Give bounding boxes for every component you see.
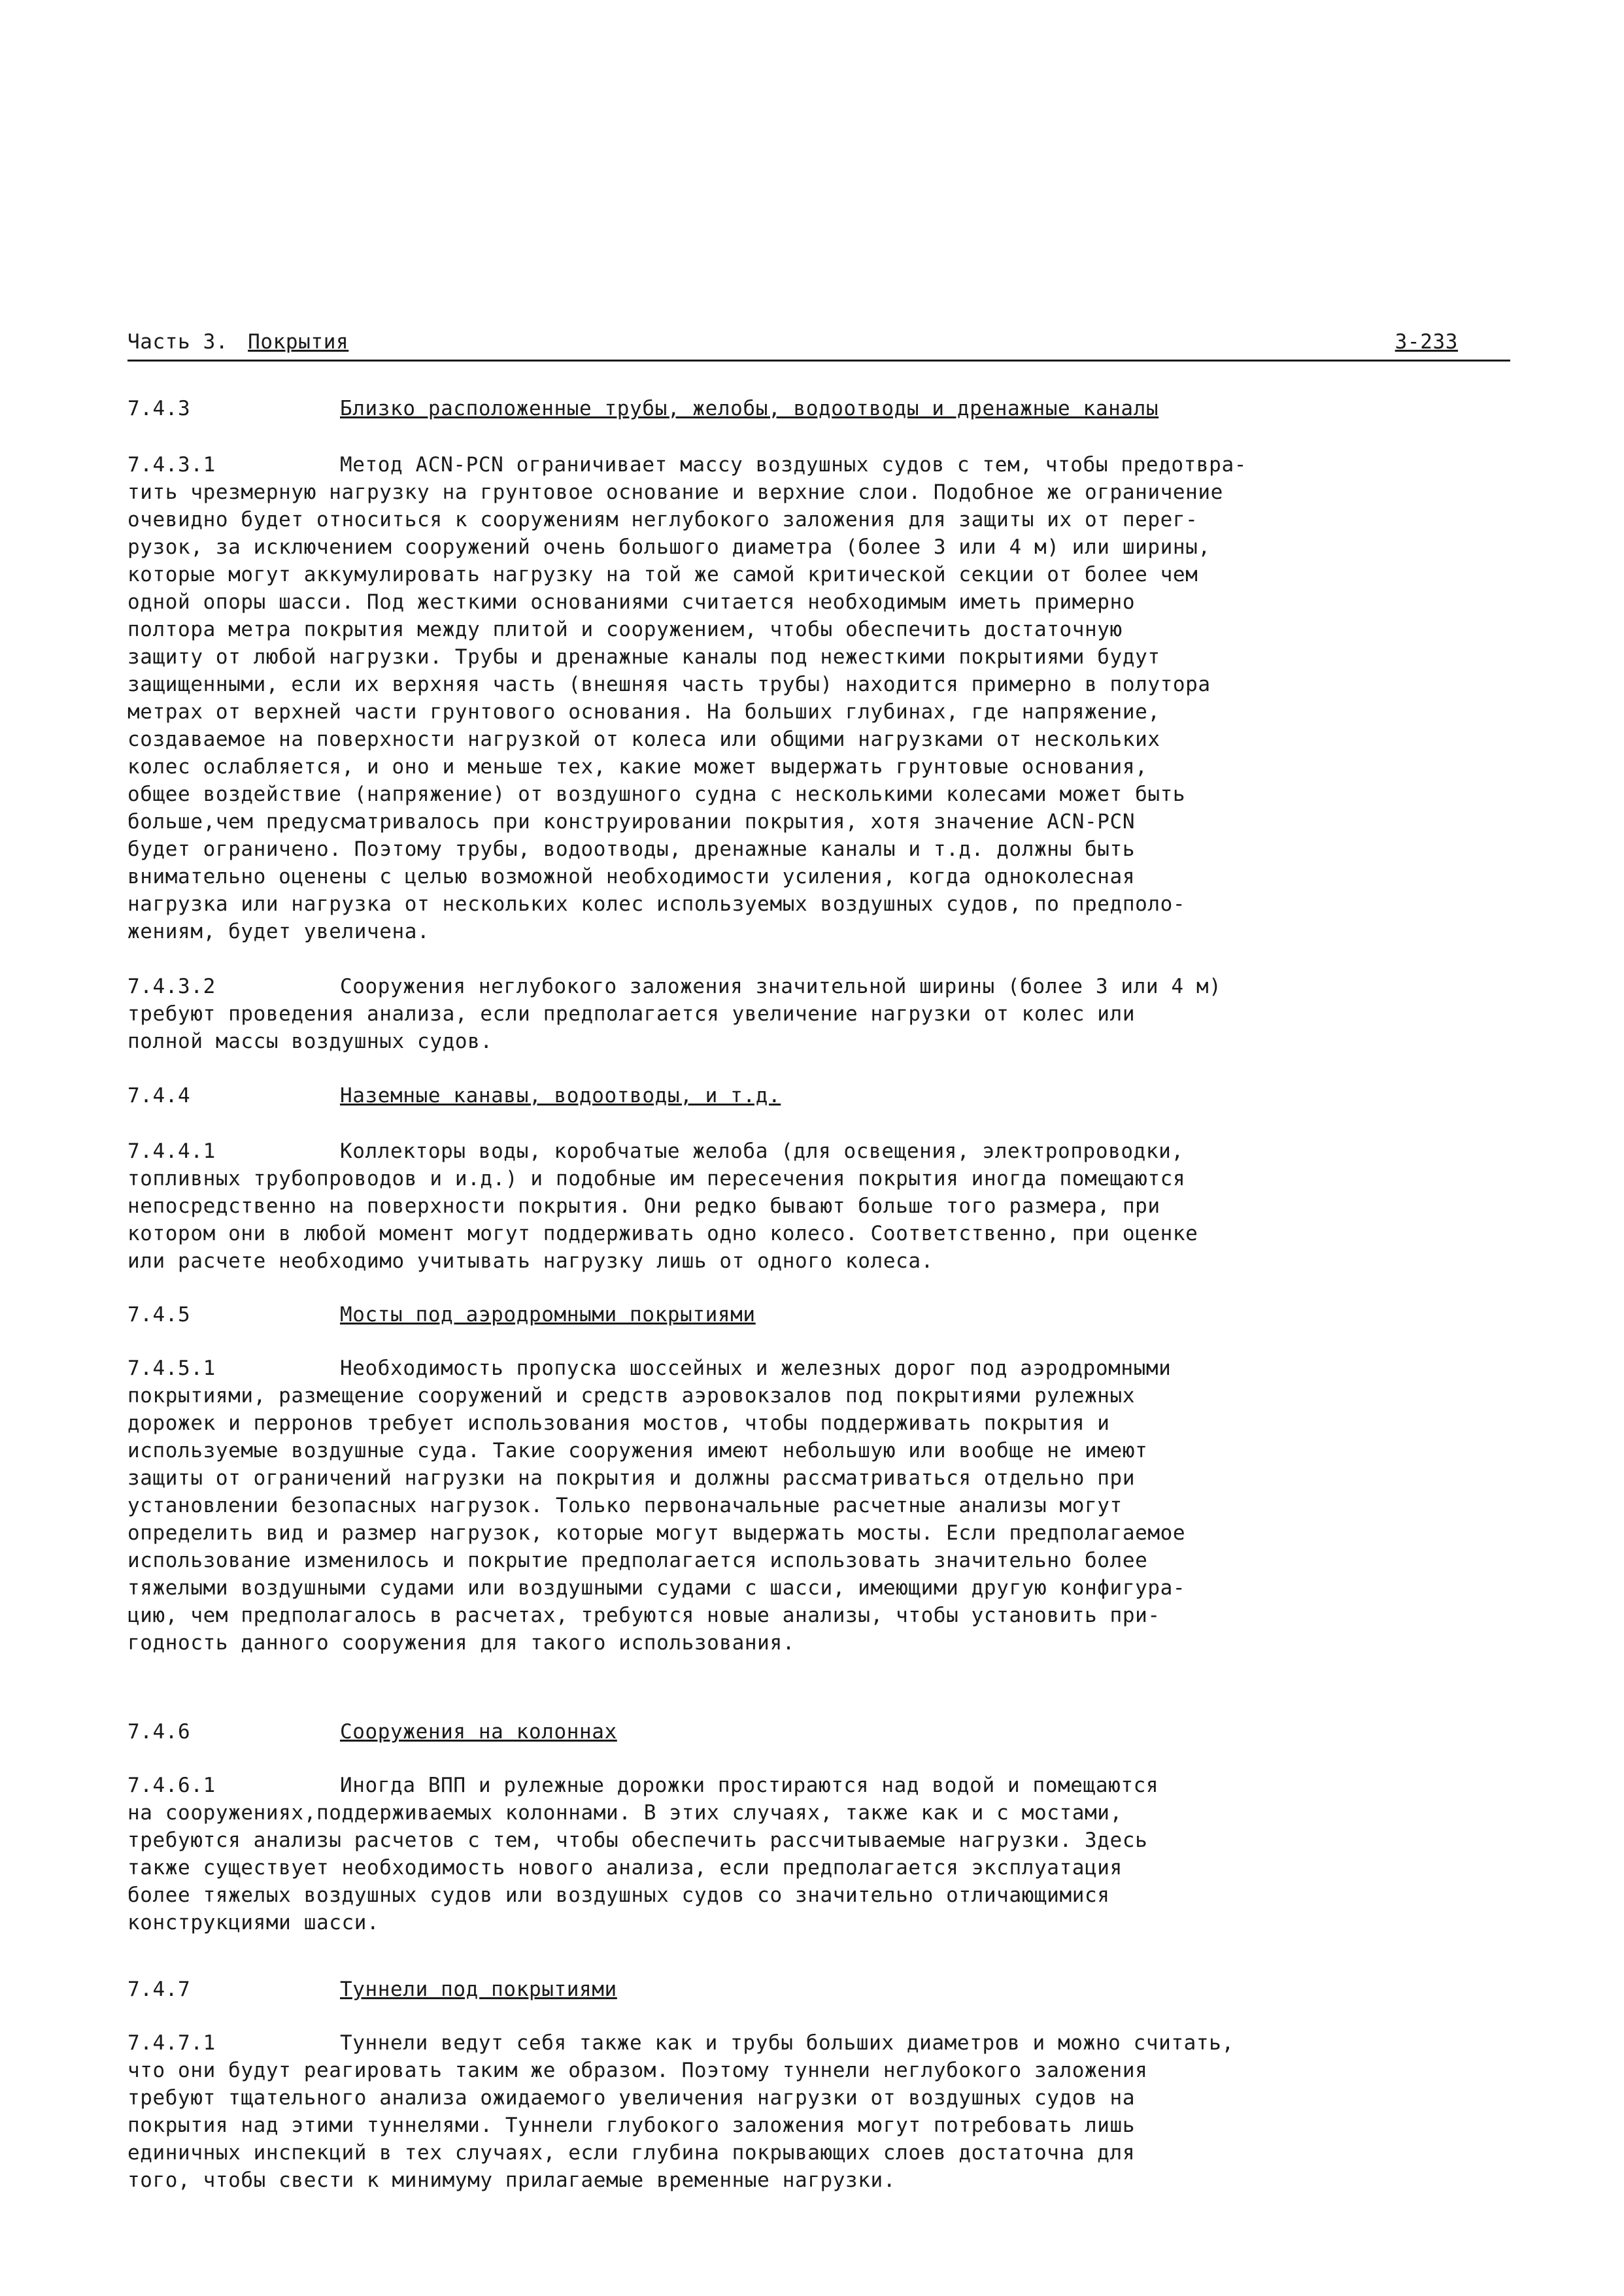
- section-number: 7.4.7: [127, 1978, 191, 2001]
- paragraph-line: более тяжелых воздушных судов или воздушных судов со значительно отличающимися: [127, 1883, 1110, 1907]
- section-heading: [127, 1718, 1527, 1746]
- paragraph-number: 7.4.5.1: [127, 1357, 216, 1380]
- paragraph-line: создаваемое на поверхности нагрузкой от колеса или общими нагрузками от нескольких: [127, 728, 1160, 751]
- paragraph-line: на сооружениях,поддерживаемых колоннами. В этих случаях, также как и с мостами,: [127, 1801, 1123, 1825]
- section-title: Мосты под аэродромными покрытиями: [340, 1303, 756, 1326]
- header-left: [127, 328, 348, 356]
- paragraph-line: покрытиями, размещение сооружений и средств аэровокзалов под покрытиями рулежных: [127, 1384, 1136, 1408]
- paragraph-line: определить вид и размер нагрузок, которые могут выдержать мосты. Если предполагаемое: [127, 1521, 1186, 1545]
- paragraph-line: Необходимость пропуска шоссейных и железных дорог под аэродромными: [340, 1357, 1172, 1380]
- paragraph-line: жениям, будет увеличена.: [127, 920, 430, 943]
- section-heading: [127, 1976, 1527, 2003]
- paragraph-line: также существует необходимость нового анализа, если предполагается эксплуатация: [127, 1856, 1123, 1880]
- page-number: 3-233: [1395, 330, 1458, 354]
- paragraph-number: 7.4.3.2: [127, 975, 216, 998]
- paragraph-line: использование изменилось и покрытие предполагается использовать значительно более: [127, 1549, 1148, 1572]
- paragraph-line: используемые воздушные суда. Такие сооружения имеют небольшую или вообще не имеют: [127, 1439, 1148, 1462]
- paragraph-line: полной массы воздушных судов.: [127, 1030, 493, 1053]
- paragraph-line: рузок, за исключением сооружений очень большого диаметра (более 3 или 4 м) или ширины,: [127, 535, 1211, 559]
- section-heading: [127, 395, 1527, 422]
- part-label: Часть 3.: [127, 330, 229, 354]
- paragraph-line: непосредственно на поверхности покрытия. Они редко бывают больше того размера, при: [127, 1194, 1160, 1218]
- paragraph-number: 7.4.4.1: [127, 1140, 216, 1163]
- paragraph-line: общее воздействие (напряжение) от воздушного судна с несколькими колесами может быть: [127, 783, 1186, 806]
- paragraph-line: внимательно оценены с целью возможной необходимости усиления, когда одноколесная: [127, 865, 1136, 888]
- paragraph-line: покрытия над этими туннелями. Туннели глубокого заложения могут потребовать лишь: [127, 2114, 1136, 2137]
- paragraph-line: защиты от ограничений нагрузки на покрытия и должны рассматриваться отдельно при: [127, 1466, 1136, 1490]
- paragraph-line: Сооружения неглубокого заложения значительной ширины (более 3 или 4 м): [340, 975, 1222, 998]
- paragraph-line: цию, чем предполагалось в расчетах, требуются новые анализы, чтобы установить при-: [127, 1604, 1160, 1627]
- paragraph-number: 7.4.3.1: [127, 453, 216, 477]
- paragraph-line: одной опоры шасси. Под жесткими основаниями считается необходимым иметь примерно: [127, 590, 1136, 614]
- section-title: Наземные канавы, водоотводы, и т.д.: [340, 1084, 781, 1107]
- part-title: Покрытия: [248, 330, 349, 354]
- paragraph-line: которые могут аккумулировать нагрузку на той же самой критической секции от более чем: [127, 563, 1198, 586]
- paragraph-number: 7.4.7.1: [127, 2031, 216, 2055]
- paragraph-line: полтора метра покрытия между плитой и сооружением, чтобы обеспечить достаточную: [127, 618, 1123, 641]
- paragraph-line: топливных трубопроводов и и.д.) и подобные им пересечения покрытия иногда помещаются: [127, 1167, 1186, 1190]
- section-title: Близко расположенные трубы, желобы, водоотводы и дренажные каналы: [340, 397, 1159, 420]
- paragraph-line: установлении безопасных нагрузок. Только первоначальные расчетные анализы могут: [127, 1494, 1123, 1517]
- paragraph: [127, 451, 1527, 945]
- section-number: 7.4.4: [127, 1084, 191, 1107]
- paragraph-line: требуются анализы расчетов с тем, чтобы обеспечить рассчитываемые нагрузки. Здесь: [127, 1829, 1148, 1852]
- paragraph: [127, 973, 1527, 1055]
- paragraph-line: требуют тщательного анализа ожидаемого увеличения нагрузки от воздушных судов на: [127, 2086, 1136, 2110]
- paragraph-line: Иногда ВПП и рулежные дорожки простираются над водой и помещаются: [340, 1774, 1159, 1797]
- paragraph-line: больше,чем предусматривалось при конструировании покрытия, хотя значение ACN-PCN: [127, 810, 1136, 834]
- paragraph-line: метрах от верхней части грунтового основания. На больших глубинах, где напряжение,: [127, 700, 1160, 724]
- paragraph: [127, 1772, 1527, 1936]
- paragraph: [127, 2029, 1527, 2194]
- paragraph-line: Коллекторы воды, коробчатые желоба (для освещения, электропроводки,: [340, 1140, 1184, 1163]
- paragraph-line: будет ограничено. Поэтому трубы, водоотводы, дренажные каналы и т.д. должны быть: [127, 837, 1136, 861]
- section-number: 7.4.3: [127, 397, 191, 420]
- paragraph-line: требуют проведения анализа, если предполагается увеличение нагрузки от колес или: [127, 1002, 1136, 1026]
- paragraph: [127, 1138, 1527, 1275]
- paragraph-line: единичных инспекций в тех случаях, если глубина покрывающих слоев достаточна для: [127, 2141, 1136, 2165]
- paragraph-line: того, чтобы свести к минимуму прилагаемые временные нагрузки.: [127, 2169, 896, 2192]
- paragraph-line: конструкциями шасси.: [127, 1911, 380, 1934]
- paragraph: [127, 1355, 1527, 1657]
- paragraph-line: колес ослабляется, и оно и меньше тех, какие может выдержать грунтовые основания,: [127, 755, 1148, 779]
- section-title: Туннели под покрытиями: [340, 1978, 617, 2001]
- paragraph-line: тяжелыми воздушными судами или воздушными судами с шасси, имеющими другую конфигура-: [127, 1576, 1186, 1600]
- paragraph-line: Метод ACN-PCN ограничивает массу воздушных судов с тем, чтобы предотвра-: [340, 453, 1247, 477]
- paragraph-line: очевидно будет относиться к сооружениям неглубокого заложения для защиты их от перег-: [127, 508, 1198, 532]
- paragraph-line: Туннели ведут себя также как и трубы больших диаметров и можно считать,: [340, 2031, 1234, 2055]
- section-heading: [127, 1301, 1527, 1328]
- paragraph-line: защищенными, если их верхняя часть (внешняя часть трубы) находится примерно в полутора: [127, 673, 1211, 696]
- paragraph-number: 7.4.6.1: [127, 1774, 216, 1797]
- paragraph-line: или расчете необходимо учитывать нагрузку лишь от одного колеса.: [127, 1249, 934, 1273]
- paragraph-line: защиту от любой нагрузки. Трубы и дренажные каналы под нежесткими покрытиями будут: [127, 645, 1160, 669]
- paragraph-line: нагрузка или нагрузка от нескольких колес используемых воздушных судов, по предполо-: [127, 892, 1186, 916]
- paragraph-line: что они будут реагировать таким же образом. Поэтому туннели неглубокого заложения: [127, 2059, 1148, 2082]
- paragraph-line: годность данного сооружения для такого использования.: [127, 1631, 795, 1655]
- section-number: 7.4.5: [127, 1303, 191, 1326]
- section-heading: [127, 1082, 1527, 1109]
- section-title: Сооружения на колоннах: [340, 1720, 617, 1744]
- paragraph-line: дорожек и перронов требует использования мостов, чтобы поддерживать покрытия и: [127, 1411, 1110, 1435]
- section-number: 7.4.6: [127, 1720, 191, 1744]
- paragraph-line: тить чрезмерную нагрузку на грунтовое основание и верхние слои. Подобное же ограничение: [127, 481, 1223, 504]
- page-header: [127, 326, 1510, 362]
- paragraph-line: котором они в любой момент могут поддерживать одно колесо. Соответственно, при оценке: [127, 1222, 1198, 1245]
